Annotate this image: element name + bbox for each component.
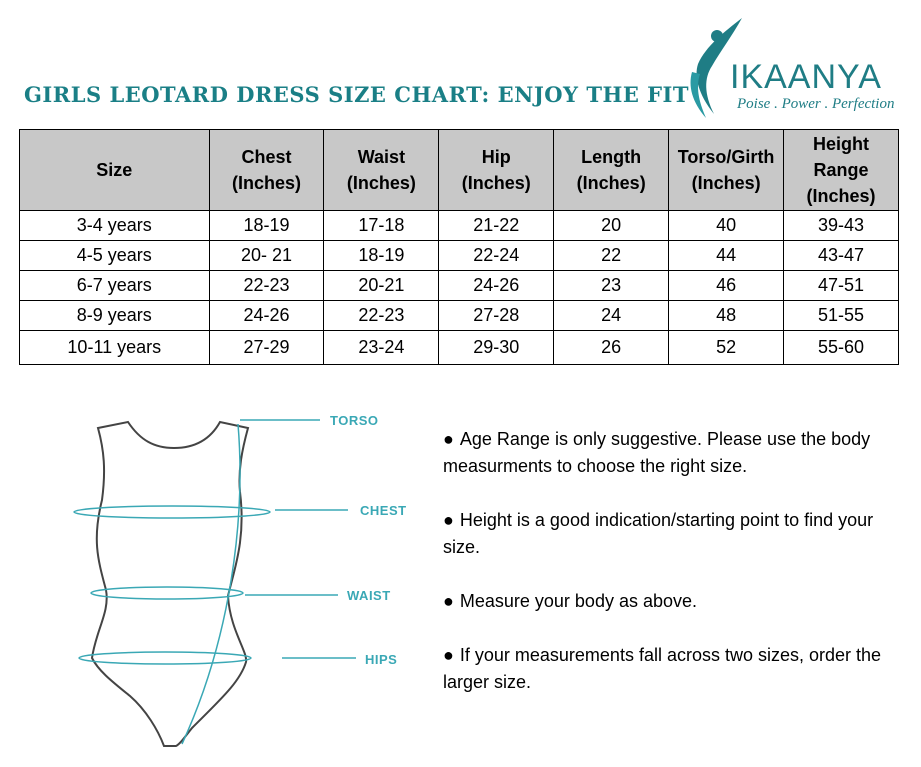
table-cell: 24-26 [209, 301, 324, 331]
table-cell: 43-47 [784, 241, 899, 271]
table-cell: 40 [669, 211, 784, 241]
table-cell: 21-22 [439, 211, 554, 241]
table-cell: 8-9 years [20, 301, 210, 331]
table-cell: 44 [669, 241, 784, 271]
table-cell: 6-7 years [20, 271, 210, 301]
header-height-range [784, 130, 899, 211]
header-waist [324, 130, 439, 211]
header-line: Torso/Girth [677, 147, 775, 167]
header-size [20, 130, 210, 211]
table-cell: 18-19 [324, 241, 439, 271]
table-cell: 22-23 [209, 271, 324, 301]
header-line: Waist [357, 147, 406, 167]
torso-label: TORSO [330, 413, 379, 428]
hips-label: HIPS [365, 652, 398, 667]
table-cell: 23 [554, 271, 669, 301]
header-hip [439, 130, 554, 211]
page-title: GIRLS LEOTARD DRESS SIZE CHART: ENJOY THE FIT [24, 82, 689, 107]
bullet-icon: ● [443, 591, 454, 611]
table-row [20, 241, 899, 271]
header-line: (Inches) [806, 186, 876, 206]
table-cell: 10-11 years [20, 331, 210, 365]
header-chest [209, 130, 324, 211]
table-cell: 52 [669, 331, 784, 365]
table-cell: 24-26 [439, 271, 554, 301]
table-cell: 20-21 [324, 271, 439, 301]
table-cell: 23-24 [324, 331, 439, 365]
header-line: Length [581, 147, 642, 167]
bullet-icon: ● [443, 510, 454, 530]
bullet-icon: ● [443, 429, 454, 449]
table-cell: 22-23 [324, 301, 439, 331]
note-item [443, 642, 893, 696]
table-row [20, 271, 899, 301]
table-cell: 55-60 [784, 331, 899, 365]
table-row [20, 331, 899, 365]
note-text: If your measurements fall across two sizes, order the larger size. [443, 645, 882, 692]
note-text: Height is a good indication/starting point to find your size. [443, 510, 874, 557]
table-cell: 51-55 [784, 301, 899, 331]
brand-tagline: Poise . Power . Perfection [737, 96, 895, 112]
leotard-measurement-diagram [70, 400, 410, 760]
header-line: Hip [481, 147, 511, 167]
leotard-outline-icon [70, 400, 410, 760]
table-cell: 46 [669, 271, 784, 301]
note-item [443, 426, 893, 480]
table-cell: 4-5 years [20, 241, 210, 271]
table-cell: 22-24 [439, 241, 554, 271]
table-cell: 24 [554, 301, 669, 331]
header-line: (Inches) [576, 173, 646, 193]
table-cell: 27-29 [209, 331, 324, 365]
table-cell: 17-18 [324, 211, 439, 241]
header-line: Size [96, 160, 133, 180]
note-item [443, 507, 893, 561]
brand-name: IKAANYA [730, 58, 882, 96]
table-cell: 27-28 [439, 301, 554, 331]
header-line: (Inches) [346, 173, 416, 193]
brand-logo [680, 14, 900, 124]
note-item [443, 588, 893, 615]
table-cell: 39-43 [784, 211, 899, 241]
sizing-notes [443, 426, 893, 723]
header-torso-girth [669, 130, 784, 211]
table-cell: 3-4 years [20, 211, 210, 241]
table-cell: 20 [554, 211, 669, 241]
header-line: Chest [241, 147, 292, 167]
header-line: (Inches) [461, 173, 531, 193]
table-row [20, 301, 899, 331]
bullet-icon: ● [443, 645, 454, 665]
table-cell: 20- 21 [209, 241, 324, 271]
header-line: Height [813, 134, 870, 154]
table-header-row [20, 130, 899, 211]
header-length [554, 130, 669, 211]
table-cell: 18-19 [209, 211, 324, 241]
table-cell: 26 [554, 331, 669, 365]
header-line: (Inches) [691, 173, 761, 193]
table-cell: 47-51 [784, 271, 899, 301]
chest-label: CHEST [360, 503, 407, 518]
size-chart-table [19, 129, 899, 365]
table-row [20, 211, 899, 241]
waist-label: WAIST [347, 588, 391, 603]
note-text: Measure your body as above. [459, 591, 698, 611]
note-text: Age Range is only suggestive. Please use the body measurments to choose the right size. [443, 429, 871, 476]
table-cell: 29-30 [439, 331, 554, 365]
table-cell: 48 [669, 301, 784, 331]
table-cell: 22 [554, 241, 669, 271]
header-line: (Inches) [232, 173, 302, 193]
header-line: Range [813, 160, 869, 180]
